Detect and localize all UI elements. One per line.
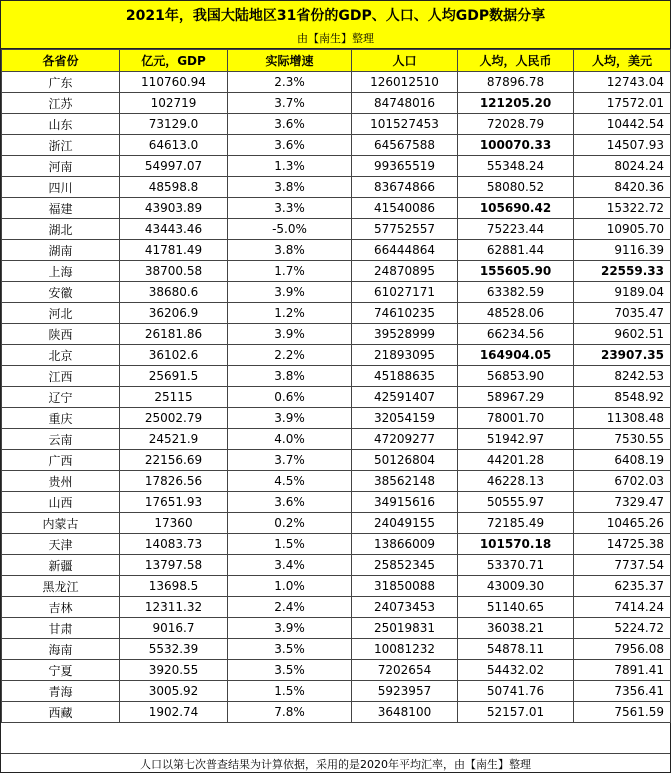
cell-per-capita-usd: 22559.33	[574, 261, 671, 282]
table-row	[2, 492, 671, 513]
cell-population: 99365519	[352, 156, 458, 177]
cell-population: 42591407	[352, 387, 458, 408]
cell-province: 重庆	[2, 408, 120, 429]
cell-growth: 3.8%	[228, 240, 352, 261]
cell-growth: 3.8%	[228, 366, 352, 387]
table-row	[2, 639, 671, 660]
cell-gdp: 36206.9	[120, 303, 228, 324]
cell-per-capita-rmb: 72028.79	[458, 114, 574, 135]
cell-growth: 1.0%	[228, 576, 352, 597]
cell-province: 江西	[2, 366, 120, 387]
table-row	[2, 471, 671, 492]
header-row	[2, 50, 671, 72]
cell-population: 61027171	[352, 282, 458, 303]
cell-province: 山西	[2, 492, 120, 513]
cell-gdp: 5532.39	[120, 639, 228, 660]
cell-gdp: 13698.5	[120, 576, 228, 597]
cell-per-capita-usd: 6235.37	[574, 576, 671, 597]
cell-province: 广东	[2, 72, 120, 93]
table-row	[2, 555, 671, 576]
cell-growth: 3.6%	[228, 135, 352, 156]
cell-per-capita-usd: 23907.35	[574, 345, 671, 366]
table-row	[2, 114, 671, 135]
cell-per-capita-rmb: 101570.18	[458, 534, 574, 555]
table-row	[2, 408, 671, 429]
table-row	[2, 282, 671, 303]
cell-per-capita-usd: 6408.19	[574, 450, 671, 471]
gdp-table	[1, 49, 671, 723]
col-header-gdp: 亿元，GDP	[120, 50, 228, 72]
cell-per-capita-rmb: 44201.28	[458, 450, 574, 471]
table-row	[2, 387, 671, 408]
cell-growth: 7.8%	[228, 702, 352, 723]
cell-population: 24073453	[352, 597, 458, 618]
cell-province: 内蒙古	[2, 513, 120, 534]
cell-per-capita-usd: 7414.24	[574, 597, 671, 618]
cell-per-capita-usd: 9116.39	[574, 240, 671, 261]
cell-growth: 3.9%	[228, 324, 352, 345]
cell-growth: 0.2%	[228, 513, 352, 534]
cell-per-capita-rmb: 46228.13	[458, 471, 574, 492]
cell-per-capita-rmb: 63382.59	[458, 282, 574, 303]
table-row	[2, 261, 671, 282]
cell-growth: 3.9%	[228, 282, 352, 303]
col-header-per-capita-usd: 人均，美元	[574, 50, 671, 72]
cell-population: 13866009	[352, 534, 458, 555]
cell-per-capita-rmb: 55348.24	[458, 156, 574, 177]
cell-per-capita-usd: 6702.03	[574, 471, 671, 492]
cell-province: 青海	[2, 681, 120, 702]
cell-per-capita-usd: 10905.70	[574, 219, 671, 240]
table-title: 2021年，我国大陆地区31省份的GDP、人口、人均GDP数据分享	[1, 1, 670, 28]
cell-province: 安徽	[2, 282, 120, 303]
cell-gdp: 22156.69	[120, 450, 228, 471]
cell-gdp: 25115	[120, 387, 228, 408]
table-row	[2, 93, 671, 114]
cell-growth: 3.8%	[228, 177, 352, 198]
cell-gdp: 41781.49	[120, 240, 228, 261]
cell-gdp: 43903.89	[120, 198, 228, 219]
cell-per-capita-rmb: 66234.56	[458, 324, 574, 345]
cell-gdp: 38680.6	[120, 282, 228, 303]
cell-per-capita-usd: 7530.55	[574, 429, 671, 450]
cell-growth: 0.6%	[228, 387, 352, 408]
cell-per-capita-rmb: 87896.78	[458, 72, 574, 93]
cell-per-capita-usd: 7356.41	[574, 681, 671, 702]
cell-population: 50126804	[352, 450, 458, 471]
cell-per-capita-rmb: 72185.49	[458, 513, 574, 534]
cell-gdp: 3920.55	[120, 660, 228, 681]
col-header-province: 各省份	[2, 50, 120, 72]
col-header-population: 人口	[352, 50, 458, 72]
cell-province: 海南	[2, 639, 120, 660]
col-header-growth: 实际增速	[228, 50, 352, 72]
cell-population: 101527453	[352, 114, 458, 135]
cell-population: 84748016	[352, 93, 458, 114]
table-row	[2, 72, 671, 93]
table-row	[2, 702, 671, 723]
cell-gdp: 64613.0	[120, 135, 228, 156]
cell-province: 湖北	[2, 219, 120, 240]
cell-growth: 3.7%	[228, 450, 352, 471]
cell-per-capita-rmb: 51942.97	[458, 429, 574, 450]
cell-population: 47209277	[352, 429, 458, 450]
cell-per-capita-usd: 10442.54	[574, 114, 671, 135]
cell-per-capita-usd: 8024.24	[574, 156, 671, 177]
cell-gdp: 17651.93	[120, 492, 228, 513]
cell-per-capita-rmb: 53370.71	[458, 555, 574, 576]
cell-province: 甘肃	[2, 618, 120, 639]
cell-province: 福建	[2, 198, 120, 219]
cell-per-capita-usd: 7737.54	[574, 555, 671, 576]
cell-per-capita-usd: 14507.93	[574, 135, 671, 156]
table-row	[2, 240, 671, 261]
table-row	[2, 345, 671, 366]
cell-population: 32054159	[352, 408, 458, 429]
table-row	[2, 618, 671, 639]
cell-growth: 3.3%	[228, 198, 352, 219]
cell-gdp: 17360	[120, 513, 228, 534]
cell-province: 辽宁	[2, 387, 120, 408]
cell-province: 山东	[2, 114, 120, 135]
table-row	[2, 513, 671, 534]
cell-per-capita-rmb: 78001.70	[458, 408, 574, 429]
cell-province: 上海	[2, 261, 120, 282]
cell-per-capita-rmb: 48528.06	[458, 303, 574, 324]
cell-population: 24870895	[352, 261, 458, 282]
cell-per-capita-rmb: 51140.65	[458, 597, 574, 618]
cell-per-capita-rmb: 54432.02	[458, 660, 574, 681]
cell-province: 河南	[2, 156, 120, 177]
cell-per-capita-usd: 7035.47	[574, 303, 671, 324]
cell-province: 黑龙江	[2, 576, 120, 597]
cell-per-capita-usd: 8242.53	[574, 366, 671, 387]
cell-gdp: 48598.8	[120, 177, 228, 198]
cell-province: 四川	[2, 177, 120, 198]
table-row	[2, 450, 671, 471]
cell-population: 5923957	[352, 681, 458, 702]
cell-gdp: 36102.6	[120, 345, 228, 366]
table-row	[2, 198, 671, 219]
cell-gdp: 43443.46	[120, 219, 228, 240]
cell-gdp: 17826.56	[120, 471, 228, 492]
table-row	[2, 597, 671, 618]
cell-gdp: 110760.94	[120, 72, 228, 93]
cell-growth: 4.5%	[228, 471, 352, 492]
cell-province: 贵州	[2, 471, 120, 492]
cell-per-capita-rmb: 105690.42	[458, 198, 574, 219]
cell-per-capita-rmb: 58967.29	[458, 387, 574, 408]
cell-gdp: 26181.86	[120, 324, 228, 345]
cell-per-capita-usd: 14725.38	[574, 534, 671, 555]
cell-gdp: 73129.0	[120, 114, 228, 135]
cell-population: 3648100	[352, 702, 458, 723]
cell-per-capita-rmb: 62881.44	[458, 240, 574, 261]
cell-gdp: 3005.92	[120, 681, 228, 702]
table-row	[2, 660, 671, 681]
cell-growth: 2.4%	[228, 597, 352, 618]
cell-per-capita-usd: 9602.51	[574, 324, 671, 345]
cell-per-capita-usd: 17572.01	[574, 93, 671, 114]
cell-per-capita-rmb: 100070.33	[458, 135, 574, 156]
cell-growth: 1.5%	[228, 681, 352, 702]
cell-growth: 3.9%	[228, 618, 352, 639]
table-footnote: 人口以第七次普查结果为计算依据，采用的是2020年平均汇率，由【南生】整理	[1, 753, 670, 773]
cell-per-capita-rmb: 50741.76	[458, 681, 574, 702]
cell-per-capita-usd: 12743.04	[574, 72, 671, 93]
cell-growth: 3.9%	[228, 408, 352, 429]
cell-gdp: 9016.7	[120, 618, 228, 639]
cell-per-capita-usd: 11308.48	[574, 408, 671, 429]
cell-province: 北京	[2, 345, 120, 366]
cell-growth: 3.7%	[228, 93, 352, 114]
cell-per-capita-rmb: 36038.21	[458, 618, 574, 639]
cell-population: 57752557	[352, 219, 458, 240]
cell-per-capita-rmb: 52157.01	[458, 702, 574, 723]
cell-population: 38562148	[352, 471, 458, 492]
cell-province: 云南	[2, 429, 120, 450]
cell-population: 24049155	[352, 513, 458, 534]
cell-per-capita-rmb: 164904.05	[458, 345, 574, 366]
cell-gdp: 12311.32	[120, 597, 228, 618]
cell-population: 10081232	[352, 639, 458, 660]
table-body	[2, 72, 671, 723]
table-subtitle: 由【南生】整理	[1, 28, 670, 49]
cell-province: 宁夏	[2, 660, 120, 681]
table-row	[2, 366, 671, 387]
cell-per-capita-rmb: 56853.90	[458, 366, 574, 387]
cell-growth: 3.4%	[228, 555, 352, 576]
cell-gdp: 38700.58	[120, 261, 228, 282]
cell-growth: 1.3%	[228, 156, 352, 177]
table-row	[2, 324, 671, 345]
table-row	[2, 576, 671, 597]
table-row	[2, 135, 671, 156]
cell-population: 31850088	[352, 576, 458, 597]
cell-per-capita-rmb: 58080.52	[458, 177, 574, 198]
cell-per-capita-usd: 7891.41	[574, 660, 671, 681]
cell-population: 74610235	[352, 303, 458, 324]
cell-growth: 3.6%	[228, 114, 352, 135]
cell-gdp: 24521.9	[120, 429, 228, 450]
cell-province: 湖南	[2, 240, 120, 261]
cell-province: 陕西	[2, 324, 120, 345]
cell-province: 吉林	[2, 597, 120, 618]
cell-per-capita-usd: 5224.72	[574, 618, 671, 639]
cell-population: 66444864	[352, 240, 458, 261]
cell-province: 天津	[2, 534, 120, 555]
table-row	[2, 303, 671, 324]
cell-gdp: 25691.5	[120, 366, 228, 387]
cell-population: 25019831	[352, 618, 458, 639]
cell-province: 浙江	[2, 135, 120, 156]
cell-population: 45188635	[352, 366, 458, 387]
table-row	[2, 534, 671, 555]
cell-province: 河北	[2, 303, 120, 324]
cell-per-capita-usd: 7329.47	[574, 492, 671, 513]
cell-per-capita-usd: 8420.36	[574, 177, 671, 198]
cell-gdp: 54997.07	[120, 156, 228, 177]
cell-growth: 3.5%	[228, 660, 352, 681]
cell-per-capita-rmb: 121205.20	[458, 93, 574, 114]
cell-gdp: 1902.74	[120, 702, 228, 723]
cell-province: 江苏	[2, 93, 120, 114]
cell-growth: 1.2%	[228, 303, 352, 324]
cell-per-capita-usd: 15322.72	[574, 198, 671, 219]
cell-province: 新疆	[2, 555, 120, 576]
cell-population: 34915616	[352, 492, 458, 513]
cell-population: 126012510	[352, 72, 458, 93]
cell-per-capita-usd: 7561.59	[574, 702, 671, 723]
cell-per-capita-rmb: 54878.11	[458, 639, 574, 660]
cell-population: 41540086	[352, 198, 458, 219]
cell-population: 83674866	[352, 177, 458, 198]
cell-growth: 3.6%	[228, 492, 352, 513]
cell-gdp: 14083.73	[120, 534, 228, 555]
cell-growth: 1.5%	[228, 534, 352, 555]
table-row	[2, 429, 671, 450]
table-row	[2, 219, 671, 240]
cell-per-capita-rmb: 50555.97	[458, 492, 574, 513]
cell-growth: 2.2%	[228, 345, 352, 366]
cell-per-capita-usd: 9189.04	[574, 282, 671, 303]
table-row	[2, 177, 671, 198]
cell-province: 广西	[2, 450, 120, 471]
cell-province: 西藏	[2, 702, 120, 723]
cell-growth: -5.0%	[228, 219, 352, 240]
cell-growth: 2.3%	[228, 72, 352, 93]
cell-per-capita-usd: 8548.92	[574, 387, 671, 408]
cell-per-capita-rmb: 43009.30	[458, 576, 574, 597]
cell-growth: 3.5%	[228, 639, 352, 660]
cell-population: 7202654	[352, 660, 458, 681]
cell-population: 21893095	[352, 345, 458, 366]
cell-per-capita-rmb: 75223.44	[458, 219, 574, 240]
cell-per-capita-usd: 10465.26	[574, 513, 671, 534]
cell-growth: 1.7%	[228, 261, 352, 282]
cell-gdp: 102719	[120, 93, 228, 114]
table-row	[2, 156, 671, 177]
table-row	[2, 681, 671, 702]
col-header-per-capita-rmb: 人均，人民币	[458, 50, 574, 72]
cell-population: 64567588	[352, 135, 458, 156]
cell-growth: 4.0%	[228, 429, 352, 450]
cell-per-capita-usd: 7956.08	[574, 639, 671, 660]
cell-gdp: 13797.58	[120, 555, 228, 576]
cell-gdp: 25002.79	[120, 408, 228, 429]
cell-per-capita-rmb: 155605.90	[458, 261, 574, 282]
cell-population: 25852345	[352, 555, 458, 576]
cell-population: 39528999	[352, 324, 458, 345]
